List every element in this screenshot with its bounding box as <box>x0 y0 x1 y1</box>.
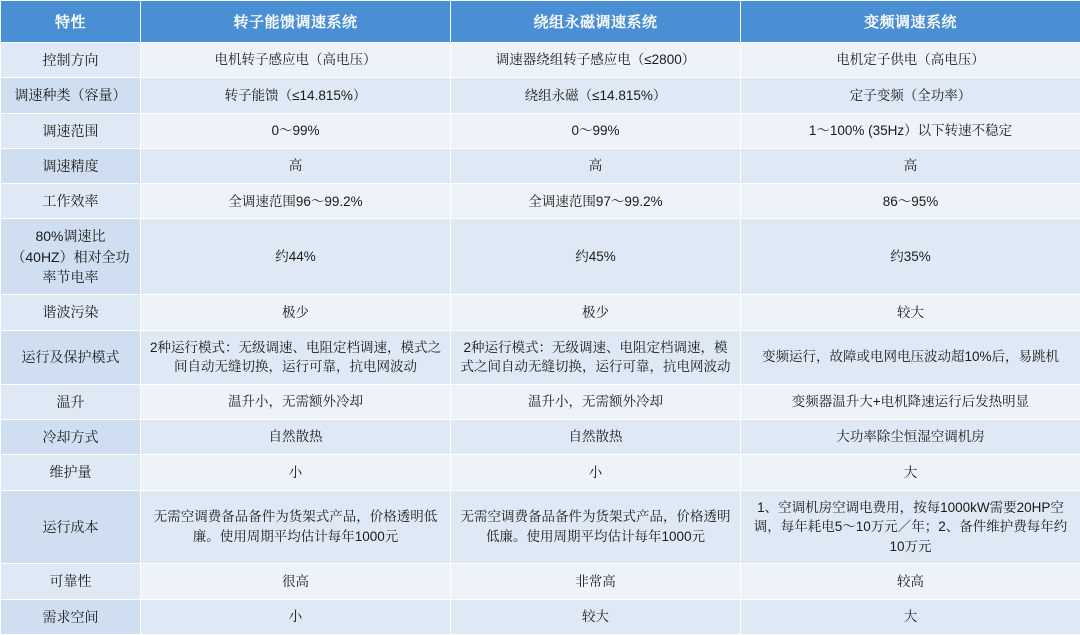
row-label: 维护量 <box>1 455 141 490</box>
table-row <box>1 455 1080 490</box>
table-cell: 0～99% <box>141 113 451 148</box>
table-cell: 极少 <box>141 295 451 330</box>
table-cell: 较大 <box>451 599 741 634</box>
header-row <box>1 1 1080 43</box>
table-cell: 定子变频（全功率） <box>741 78 1080 113</box>
table-cell: 小 <box>451 455 741 490</box>
table-row <box>1 599 1080 634</box>
table-row <box>1 420 1080 455</box>
table-cell: 较大 <box>741 295 1080 330</box>
column-header-rotor-feedback: 转子能馈调速系统 <box>141 1 451 43</box>
table-cell: 高 <box>451 148 741 183</box>
table-cell: 高 <box>141 148 451 183</box>
table-row <box>1 384 1080 419</box>
table-cell: 很高 <box>141 564 451 599</box>
table-cell: 约35% <box>741 219 1080 295</box>
table-body <box>1 43 1080 635</box>
table-cell: 温升小，无需额外冷却 <box>451 384 741 419</box>
table-row <box>1 148 1080 183</box>
table-cell: 小 <box>141 599 451 634</box>
row-label: 需求空间 <box>1 599 141 634</box>
table-cell: 0～99% <box>451 113 741 148</box>
table-cell: 1～100% (35Hz）以下转速不稳定 <box>741 113 1080 148</box>
row-label: 运行及保护模式 <box>1 330 141 384</box>
table-row <box>1 184 1080 219</box>
table-cell: 极少 <box>451 295 741 330</box>
table-row <box>1 295 1080 330</box>
table-cell: 温升小，无需额外冷却 <box>141 384 451 419</box>
table-cell: 大功率除尘恒湿空调机房 <box>741 420 1080 455</box>
row-label: 调速范围 <box>1 113 141 148</box>
column-header-vfd: 变频调速系统 <box>741 1 1080 43</box>
table-cell: 全调速范围96～99.2% <box>141 184 451 219</box>
table-cell: 大 <box>741 599 1080 634</box>
table-cell: 绕组永磁（≤14.815%） <box>451 78 741 113</box>
table-row <box>1 43 1080 78</box>
table-cell: 转子能馈（≤14.815%） <box>141 78 451 113</box>
row-label: 谐波污染 <box>1 295 141 330</box>
table-cell: 2种运行模式：无级调速、电阻定档调速，模式之间自动无缝切换，运行可靠，抗电网波动 <box>451 330 741 384</box>
table-cell: 较高 <box>741 564 1080 599</box>
row-label: 控制方向 <box>1 43 141 78</box>
table-cell: 无需空调费备品备件为货架式产品，价格透明低廉。使用周期平均估计每年1000元 <box>451 490 741 564</box>
table-cell: 无需空调费备品备件为货架式产品，价格透明低廉。使用周期平均估计每年1000元 <box>141 490 451 564</box>
row-label: 调速种类（容量） <box>1 78 141 113</box>
table-cell: 1、空调机房空调电费用，按每1000kW需要20HP空调，每年耗电5～10万元／年；2、备件维护费每年约10万元 <box>741 490 1080 564</box>
row-label: 调速精度 <box>1 148 141 183</box>
table-header <box>1 1 1080 43</box>
table-cell: 电机转子感应电（高电压） <box>141 43 451 78</box>
table-cell: 小 <box>141 455 451 490</box>
table-cell: 变频运行，故障或电网电压波动超10%后，易跳机 <box>741 330 1080 384</box>
table-cell: 变频器温升大+电机降速运行后发热明显 <box>741 384 1080 419</box>
row-label: 运行成本 <box>1 490 141 564</box>
table-cell: 非常高 <box>451 564 741 599</box>
column-header-feature: 特性 <box>1 1 141 43</box>
column-header-winding-permanent-magnet: 绕组永磁调速系统 <box>451 1 741 43</box>
table-row <box>1 564 1080 599</box>
table-row <box>1 78 1080 113</box>
table-row <box>1 219 1080 295</box>
row-label: 冷却方式 <box>1 420 141 455</box>
row-label: 可靠性 <box>1 564 141 599</box>
table-cell: 全调速范围97～99.2% <box>451 184 741 219</box>
table-row <box>1 330 1080 384</box>
table-row <box>1 490 1080 564</box>
table-cell: 大 <box>741 455 1080 490</box>
table-cell: 电机定子供电（高电压） <box>741 43 1080 78</box>
table-cell: 约45% <box>451 219 741 295</box>
table-cell: 约44% <box>141 219 451 295</box>
row-label: 80%调速比（40HZ）相对全功率节电率 <box>1 219 141 295</box>
table-cell: 86～95% <box>741 184 1080 219</box>
table-cell: 高 <box>741 148 1080 183</box>
row-label: 温升 <box>1 384 141 419</box>
row-label: 工作效率 <box>1 184 141 219</box>
table-cell: 自然散热 <box>141 420 451 455</box>
table-cell: 2种运行模式：无级调速、电阻定档调速，模式之间自动无缝切换，运行可靠，抗电网波动 <box>141 330 451 384</box>
table-row <box>1 113 1080 148</box>
table-cell: 调速器绕组转子感应电（≤2800） <box>451 43 741 78</box>
table-cell: 自然散热 <box>451 420 741 455</box>
